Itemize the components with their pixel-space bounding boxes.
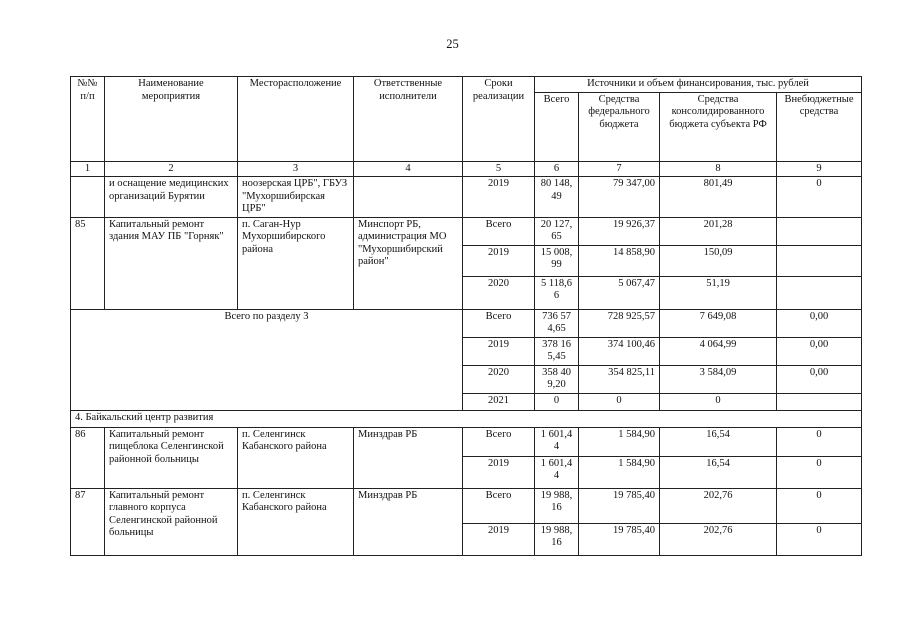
row-extra: 0 — [777, 456, 862, 488]
row-total: 19 988,16 — [535, 488, 579, 523]
col-number: 3 — [238, 161, 354, 177]
row-extra: 0 — [777, 427, 862, 456]
row-federal: 19 785,40 — [579, 523, 660, 555]
row-federal: 728 925,57 — [579, 309, 660, 337]
row-extra: 0 — [777, 488, 862, 523]
row-location: п. Селенгинск Кабанского района — [238, 488, 354, 555]
row-regional: 150,09 — [660, 245, 777, 276]
row-extra: 0,00 — [777, 337, 862, 365]
col-number: 2 — [105, 161, 238, 177]
table-row — [71, 427, 862, 456]
row-federal: 374 100,46 — [579, 337, 660, 365]
row-regional: 201,28 — [660, 217, 777, 245]
header-extrabudget: Внебюджетные средства — [777, 92, 862, 161]
row-federal: 14 858,90 — [579, 245, 660, 276]
row-regional: 16,54 — [660, 427, 777, 456]
header-total: Всего — [535, 92, 579, 161]
row-total: 5 118,66 — [535, 276, 579, 309]
row-extra: 0 — [777, 177, 862, 218]
row-location: п. Селенгинск Кабанского района — [238, 427, 354, 488]
row-federal: 5 067,47 — [579, 276, 660, 309]
row-year: Всего — [463, 217, 535, 245]
row-name: и оснащение медицинских организаций Бурятии — [105, 177, 238, 218]
row-executor: Минздрав РБ — [354, 427, 463, 488]
row-extra — [777, 276, 862, 309]
row-total: 1 601,44 — [535, 427, 579, 456]
row-total: 378 165,45 — [535, 337, 579, 365]
row-num — [71, 177, 105, 218]
row-total: 0 — [535, 393, 579, 410]
row-extra — [777, 217, 862, 245]
row-federal: 0 — [579, 393, 660, 410]
header-federal: Средства федерального бюджета — [579, 92, 660, 161]
row-regional: 202,76 — [660, 523, 777, 555]
row-extra: 0 — [777, 523, 862, 555]
row-extra: 0,00 — [777, 309, 862, 337]
row-name: Капитальный ремонт здания МАУ ПБ "Горняк" — [105, 217, 238, 309]
section-total-label: Всего по разделу 3 — [71, 309, 463, 410]
table-row — [71, 488, 862, 523]
col-number: 1 — [71, 161, 105, 177]
header-name: Наименование мероприятия — [105, 77, 238, 162]
row-year: 2020 — [463, 276, 535, 309]
row-name: Капитальный ремонт пищеблока Селенгинской районной больницы — [105, 427, 238, 488]
row-year: 2019 — [463, 177, 535, 218]
row-regional: 7 649,08 — [660, 309, 777, 337]
col-number: 7 — [579, 161, 660, 177]
row-year: 2019 — [463, 245, 535, 276]
col-number: 9 — [777, 161, 862, 177]
section-heading: 4. Байкальский центр развития — [71, 410, 862, 427]
row-federal: 79 347,00 — [579, 177, 660, 218]
row-total: 736 574,65 — [535, 309, 579, 337]
row-federal: 19 926,37 — [579, 217, 660, 245]
header-terms: Сроки реализации — [463, 77, 535, 162]
row-total: 20 127,65 — [535, 217, 579, 245]
row-regional: 202,76 — [660, 488, 777, 523]
financing-table — [70, 76, 862, 556]
table-row — [71, 309, 862, 337]
row-num: 86 — [71, 427, 105, 488]
row-year: Всего — [463, 309, 535, 337]
col-number: 4 — [354, 161, 463, 177]
section-heading-row — [71, 410, 862, 427]
header-location: Месторасположение — [238, 77, 354, 162]
header-num: №№ п/п — [71, 77, 105, 162]
header-consolidated: Средства консолидированного бюджета субъекта РФ — [660, 92, 777, 161]
row-regional: 3 584,09 — [660, 365, 777, 393]
row-num: 85 — [71, 217, 105, 309]
col-number: 6 — [535, 161, 579, 177]
row-total: 80 148,49 — [535, 177, 579, 218]
row-location: ноозерская ЦРБ", ГБУЗ "Мухоршибирская ЦРБ" — [238, 177, 354, 218]
row-year: Всего — [463, 427, 535, 456]
page-number: 25 — [446, 37, 459, 51]
row-executor — [354, 177, 463, 218]
header-funding: Источники и объем финансирования, тыс. рублей — [535, 77, 862, 93]
row-regional: 4 064,99 — [660, 337, 777, 365]
row-federal: 354 825,11 — [579, 365, 660, 393]
row-total: 1 601,44 — [535, 456, 579, 488]
table-row — [71, 177, 862, 218]
row-federal: 1 584,90 — [579, 427, 660, 456]
row-federal: 19 785,40 — [579, 488, 660, 523]
column-numbers-row — [71, 161, 862, 177]
row-executor: Минздрав РБ — [354, 488, 463, 555]
row-year: 2021 — [463, 393, 535, 410]
row-extra — [777, 393, 862, 410]
row-executor: Минспорт РБ, администрация МО "Мухоршибирский район" — [354, 217, 463, 309]
row-year: 2019 — [463, 523, 535, 555]
row-year: 2019 — [463, 337, 535, 365]
row-regional: 51,19 — [660, 276, 777, 309]
row-total: 19 988,16 — [535, 523, 579, 555]
header-executor: Ответственные исполнители — [354, 77, 463, 162]
row-location: п. Саган-Нур Мухоршибирского района — [238, 217, 354, 309]
col-number: 5 — [463, 161, 535, 177]
row-year: 2020 — [463, 365, 535, 393]
row-regional: 16,54 — [660, 456, 777, 488]
row-regional: 0 — [660, 393, 777, 410]
table-row — [71, 217, 862, 245]
row-federal: 1 584,90 — [579, 456, 660, 488]
row-year: Всего — [463, 488, 535, 523]
row-extra: 0,00 — [777, 365, 862, 393]
col-number: 8 — [660, 161, 777, 177]
row-name: Капитальный ремонт главного корпуса Селенгинской районной больницы — [105, 488, 238, 555]
row-total: 15 008,99 — [535, 245, 579, 276]
row-total: 358 409,20 — [535, 365, 579, 393]
row-regional: 801,49 — [660, 177, 777, 218]
row-extra — [777, 245, 862, 276]
row-year: 2019 — [463, 456, 535, 488]
row-num: 87 — [71, 488, 105, 555]
